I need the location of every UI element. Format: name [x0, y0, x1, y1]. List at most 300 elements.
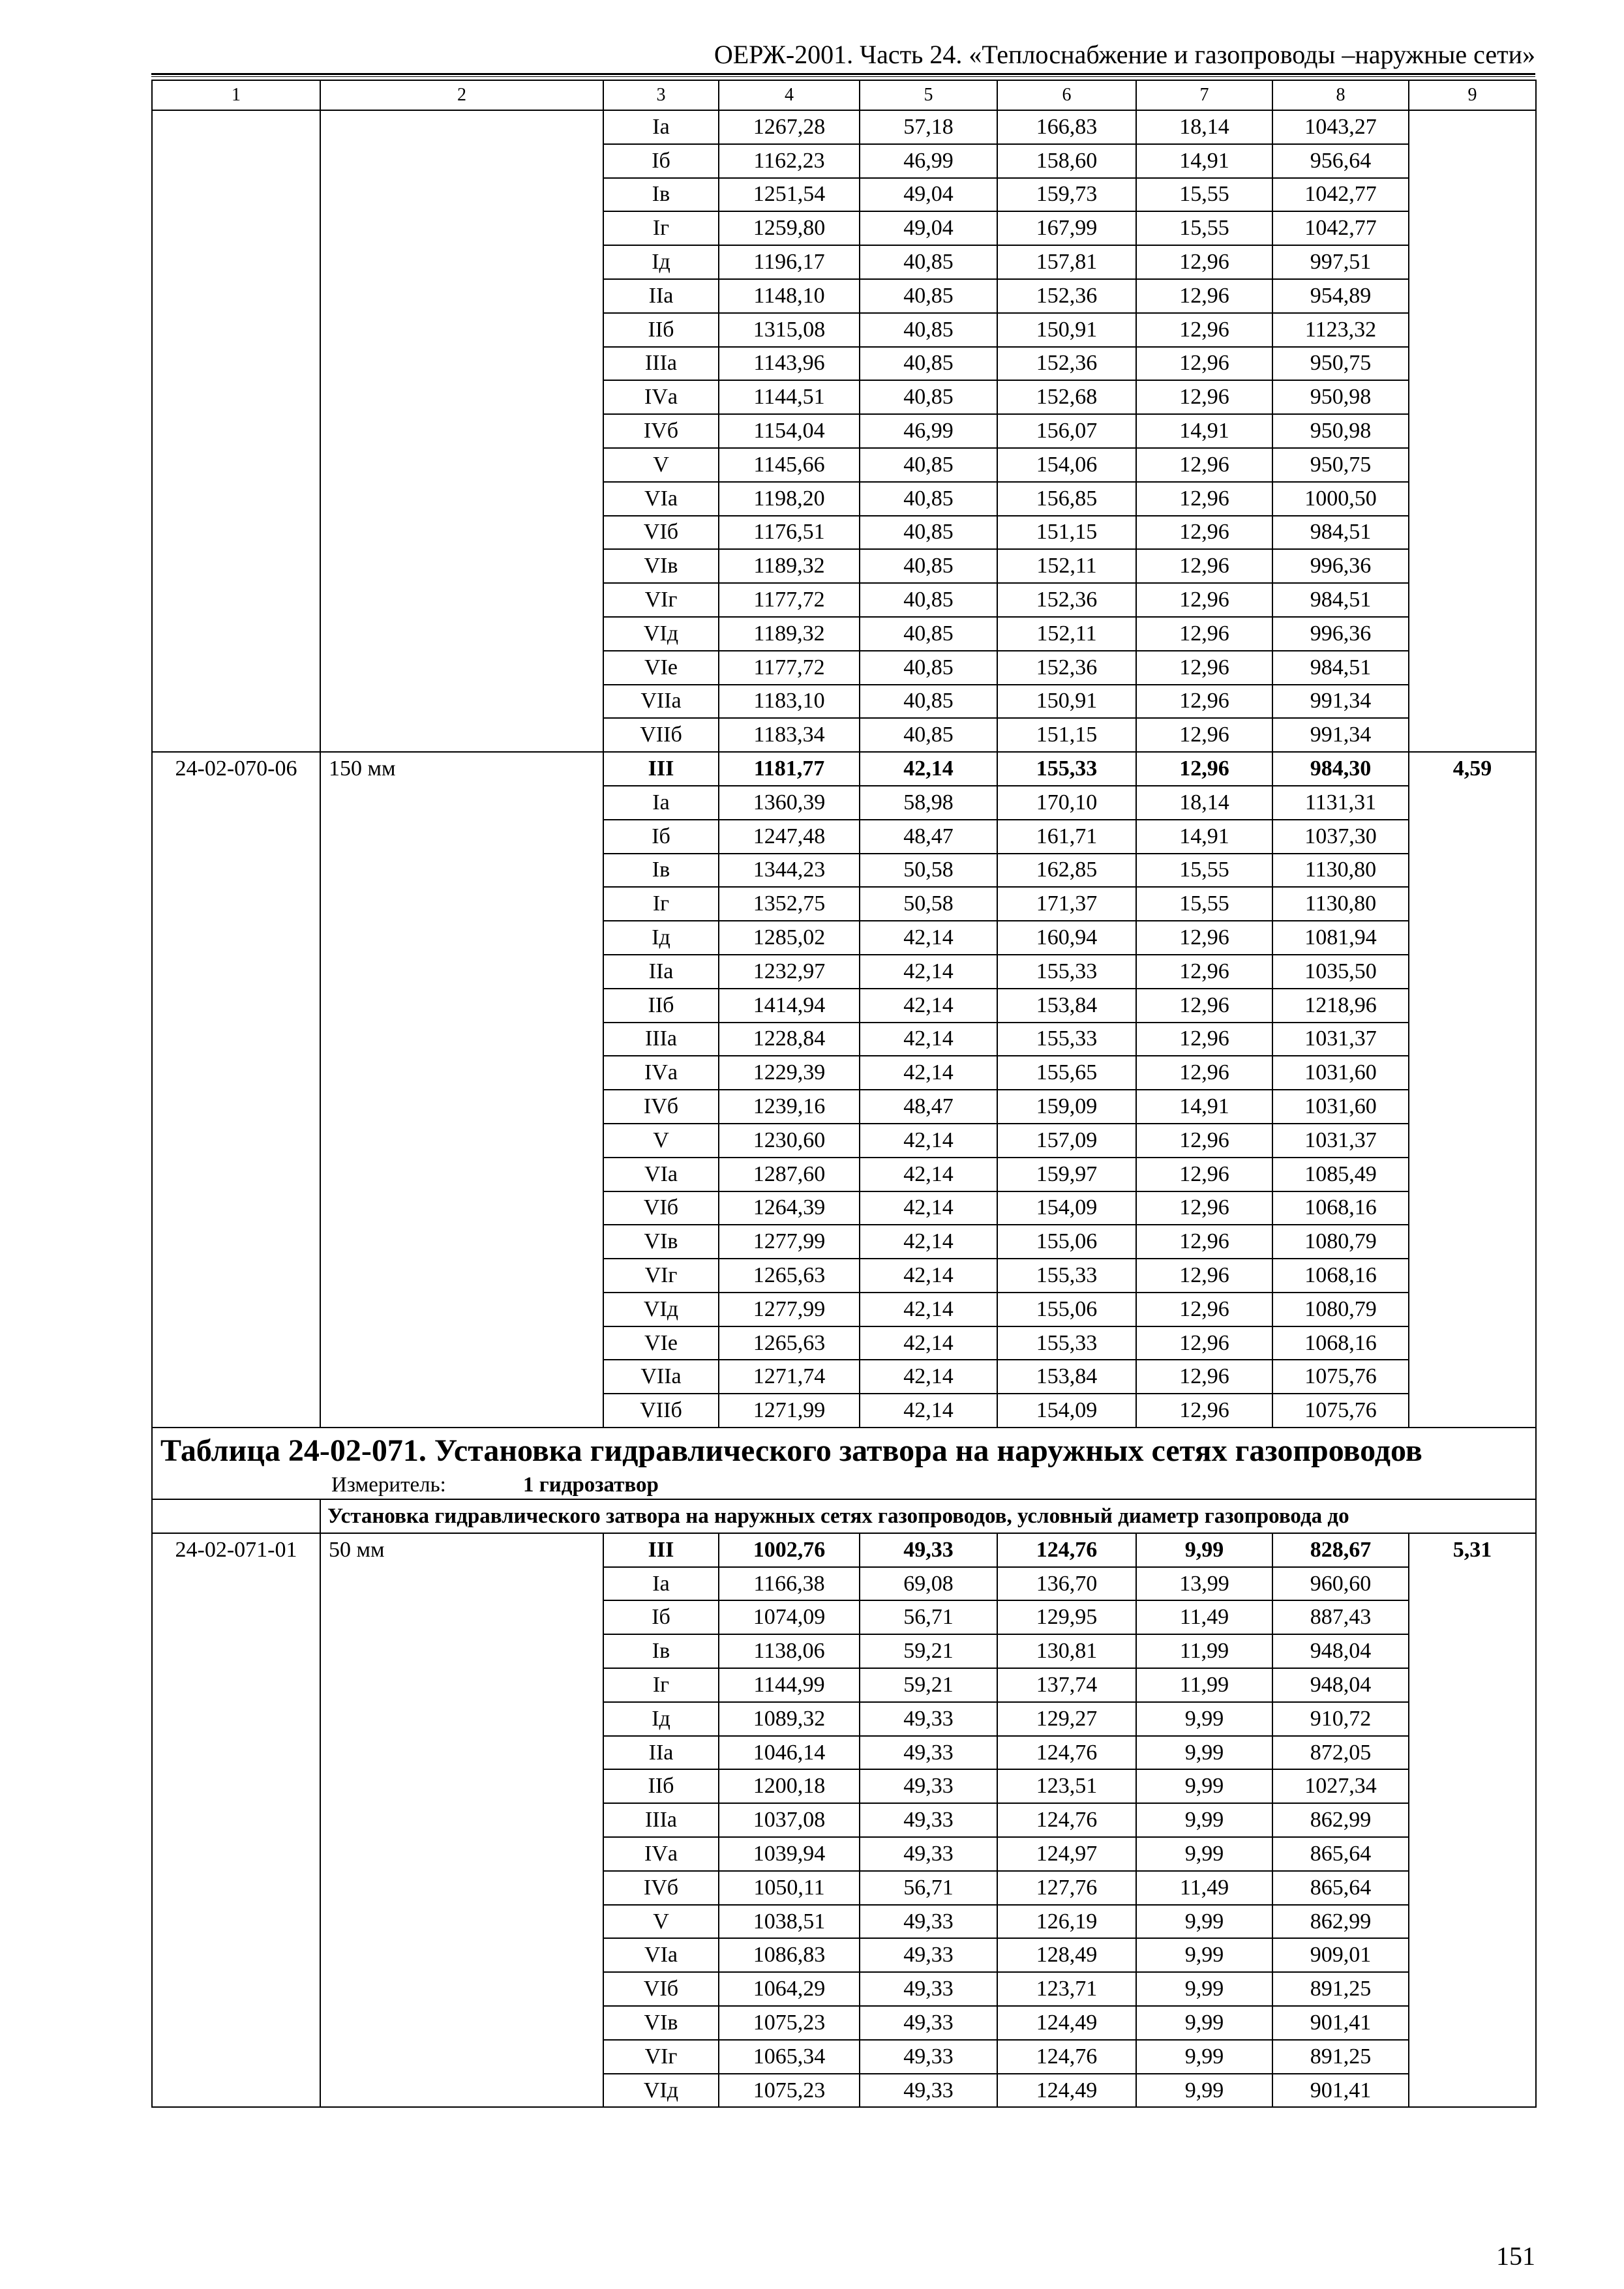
table-cell: 828,67 [1272, 1533, 1409, 1567]
table-cell: VIв [603, 2006, 719, 2040]
table-cell: 12,96 [1136, 1191, 1272, 1225]
table-cell: 11,99 [1136, 1634, 1272, 1668]
table-cell: 1181,77 [719, 752, 860, 786]
column-number: 4 [719, 80, 860, 110]
table-cell: 49,33 [860, 1837, 997, 1871]
table-cell: 9,99 [1136, 1837, 1272, 1871]
table-cell: 56,71 [860, 1871, 997, 1905]
table-cell: 15,55 [1136, 178, 1272, 212]
table-cell: 40,85 [860, 347, 997, 381]
table-cell: 960,60 [1272, 1567, 1409, 1601]
table-cell: 1031,37 [1272, 1124, 1409, 1158]
table-cell: IIа [603, 279, 719, 313]
table-cell: 12,96 [1136, 347, 1272, 381]
table-cell: 12,96 [1136, 617, 1272, 651]
table-cell: 909,01 [1272, 1938, 1409, 1972]
table-cell: 1031,60 [1272, 1056, 1409, 1090]
table-cell: Iг [603, 887, 719, 921]
table-cell: 1144,51 [719, 380, 860, 414]
table-cell: 862,99 [1272, 1803, 1409, 1837]
table-cell: Iг [603, 1668, 719, 1702]
table-cell: 13,99 [1136, 1567, 1272, 1601]
table-cell: IVб [603, 1871, 719, 1905]
table-cell: 1068,16 [1272, 1259, 1409, 1293]
table-cell: 1277,99 [719, 1225, 860, 1259]
table-cell: 49,33 [860, 1803, 997, 1837]
table-cell: 156,85 [997, 482, 1136, 516]
rate-col9: 5,31 [1409, 1533, 1536, 2108]
table-cell: 49,33 [860, 1769, 997, 1803]
column-number: 6 [997, 80, 1136, 110]
table-cell: Iд [603, 1702, 719, 1736]
table-cell: 42,14 [860, 1360, 997, 1394]
rate-description: 150 мм [320, 752, 603, 1428]
table-cell: 160,94 [997, 921, 1136, 955]
column-number: 2 [320, 80, 603, 110]
table-cell: 69,08 [860, 1567, 997, 1601]
section-header [152, 1428, 1536, 1499]
table-cell: 11,49 [1136, 1871, 1272, 1905]
table-cell: 12,96 [1136, 1360, 1272, 1394]
column-number: 3 [603, 80, 719, 110]
subheading-blank [152, 1499, 320, 1533]
table-cell: 18,14 [1136, 110, 1272, 144]
table-cell: 128,49 [997, 1938, 1136, 1972]
table-cell: 46,99 [860, 414, 997, 448]
table-cell: 1085,49 [1272, 1158, 1409, 1191]
table-cell: 130,81 [997, 1634, 1136, 1668]
table-cell: 1031,60 [1272, 1090, 1409, 1124]
table-cell: Iд [603, 245, 719, 279]
table-cell: 984,51 [1272, 583, 1409, 617]
table-cell: VIд [603, 2074, 719, 2108]
table-cell: IIб [603, 313, 719, 347]
rates-table [151, 80, 1537, 2108]
table-cell: 154,09 [997, 1394, 1136, 1428]
column-numbers-row [152, 80, 1536, 110]
table-cell: 1247,48 [719, 820, 860, 854]
table-cell: 42,14 [860, 1023, 997, 1056]
table-cell: 42,14 [860, 1326, 997, 1360]
table-cell: 1050,11 [719, 1871, 860, 1905]
table-cell: Iа [603, 786, 719, 820]
table-cell: 49,33 [860, 1702, 997, 1736]
table-cell: 126,19 [997, 1905, 1136, 1939]
table-cell: 15,55 [1136, 211, 1272, 245]
table-cell: 49,33 [860, 2006, 997, 2040]
subheading: Установка гидравлического затвора на наружных сетях газопроводов, условный диаметр газопровода до [320, 1499, 1536, 1533]
rate-code: 24-02-070-06 [152, 752, 320, 1428]
table-cell: 14,91 [1136, 144, 1272, 178]
table-cell: 1315,08 [719, 313, 860, 347]
column-number: 5 [860, 80, 997, 110]
table-cell: 12,96 [1136, 1124, 1272, 1158]
table-cell: 910,72 [1272, 1702, 1409, 1736]
table-cell: 12,96 [1136, 448, 1272, 482]
table-cell: 1075,23 [719, 2074, 860, 2108]
table-cell: 1176,51 [719, 516, 860, 550]
table-cell: 15,55 [1136, 854, 1272, 888]
table-cell: 40,85 [860, 313, 997, 347]
table-cell: Iб [603, 1600, 719, 1634]
table-cell: 40,85 [860, 245, 997, 279]
table-cell: 1075,76 [1272, 1394, 1409, 1428]
table-cell: 948,04 [1272, 1668, 1409, 1702]
table-cell: 42,14 [860, 1158, 997, 1191]
table-cell: 49,33 [860, 2074, 997, 2108]
table-cell: VIг [603, 2040, 719, 2074]
table-cell: III [603, 1533, 719, 1567]
table-cell: 1130,80 [1272, 887, 1409, 921]
table-cell: 129,95 [997, 1600, 1136, 1634]
table-cell: 950,98 [1272, 380, 1409, 414]
table-cell: 42,14 [860, 921, 997, 955]
measure-label: Измеритель: [331, 1473, 446, 1497]
table-cell: 1277,99 [719, 1293, 860, 1326]
table-cell: 56,71 [860, 1600, 997, 1634]
table-cell: 1081,94 [1272, 921, 1409, 955]
col9-cell [1409, 110, 1536, 752]
table-cell: 49,33 [860, 1533, 997, 1567]
table-cell: 12,96 [1136, 482, 1272, 516]
table-cell: 40,85 [860, 718, 997, 752]
table-cell: Iг [603, 211, 719, 245]
table-cell: VIд [603, 617, 719, 651]
table-cell: 1198,20 [719, 482, 860, 516]
table-cell: VIб [603, 1191, 719, 1225]
table-cell: 123,51 [997, 1769, 1136, 1803]
table-cell: 12,96 [1136, 583, 1272, 617]
table-cell: 1166,38 [719, 1567, 860, 1601]
table-cell: 42,14 [860, 1191, 997, 1225]
table-cell: V [603, 1905, 719, 1939]
table-cell: IVа [603, 1837, 719, 1871]
table-cell: IIа [603, 955, 719, 989]
table-cell: 155,33 [997, 1023, 1136, 1056]
table-cell: 887,43 [1272, 1600, 1409, 1634]
table-cell: 1232,97 [719, 955, 860, 989]
table-cell: 12,96 [1136, 955, 1272, 989]
table-cell: Iв [603, 854, 719, 888]
table-cell: 40,85 [860, 685, 997, 719]
table-cell: 40,85 [860, 279, 997, 313]
table-cell: 1131,31 [1272, 786, 1409, 820]
table-cell: 984,51 [1272, 651, 1409, 685]
table-cell: 155,33 [997, 955, 1136, 989]
table-cell: 49,04 [860, 178, 997, 212]
table-cell: 1414,94 [719, 989, 860, 1023]
table-cell: 1183,34 [719, 718, 860, 752]
table-cell: 1145,66 [719, 448, 860, 482]
table-cell: 12,96 [1136, 1225, 1272, 1259]
column-number: 7 [1136, 80, 1272, 110]
table-cell: 170,10 [997, 786, 1136, 820]
table-cell: 129,27 [997, 1702, 1136, 1736]
table-cell: 155,33 [997, 1326, 1136, 1360]
table-cell: 49,33 [860, 1972, 997, 2006]
table-cell: 152,11 [997, 549, 1136, 583]
table-cell: 1285,02 [719, 921, 860, 955]
table-cell: 956,64 [1272, 144, 1409, 178]
table-cell: Iв [603, 1634, 719, 1668]
table-cell: VIа [603, 482, 719, 516]
table-cell: 124,76 [997, 1736, 1136, 1770]
table-cell: 152,36 [997, 651, 1136, 685]
table-cell: 1287,60 [719, 1158, 860, 1191]
table-cell: 40,85 [860, 583, 997, 617]
rate-description: 50 мм [320, 1533, 603, 2108]
table-cell: 40,85 [860, 549, 997, 583]
table-cell: 11,99 [1136, 1668, 1272, 1702]
table-cell: 12,96 [1136, 1158, 1272, 1191]
table-cell: 159,97 [997, 1158, 1136, 1191]
table-cell: 18,14 [1136, 786, 1272, 820]
table-cell: 151,15 [997, 718, 1136, 752]
table-cell: 9,99 [1136, 2006, 1272, 2040]
table-cell: 865,64 [1272, 1871, 1409, 1905]
table-cell: 157,09 [997, 1124, 1136, 1158]
table-cell: 154,09 [997, 1191, 1136, 1225]
table-cell: 1344,23 [719, 854, 860, 888]
table-cell: 157,81 [997, 245, 1136, 279]
table-cell: 42,14 [860, 1225, 997, 1259]
table-cell: 152,11 [997, 617, 1136, 651]
table-cell: 12,96 [1136, 1056, 1272, 1090]
table-cell: 1264,39 [719, 1191, 860, 1225]
table-cell: 12,96 [1136, 718, 1272, 752]
table-cell: 862,99 [1272, 1905, 1409, 1939]
table-cell: IIIа [603, 1803, 719, 1837]
description-cell [320, 110, 603, 752]
table-cell: 1360,39 [719, 786, 860, 820]
table-cell: 1183,10 [719, 685, 860, 719]
table-cell: IIIа [603, 1023, 719, 1056]
table-cell: 124,76 [997, 1533, 1136, 1567]
table-cell: 991,34 [1272, 718, 1409, 752]
table-cell: 950,75 [1272, 347, 1409, 381]
table-cell: 12,96 [1136, 1259, 1272, 1293]
table-cell: 161,71 [997, 820, 1136, 854]
table-cell: 1196,17 [719, 245, 860, 279]
table-cell: 155,33 [997, 752, 1136, 786]
table-cell: 42,14 [860, 1394, 997, 1428]
table-cell: 1035,50 [1272, 955, 1409, 989]
table-cell: 124,49 [997, 2074, 1136, 2108]
table-cell: 49,33 [860, 1736, 997, 1770]
table-cell: 901,41 [1272, 2006, 1409, 2040]
table-cell: 1037,30 [1272, 820, 1409, 854]
table-cell: 1000,50 [1272, 482, 1409, 516]
table-cell: 50,58 [860, 887, 997, 921]
table-cell: 1228,84 [719, 1023, 860, 1056]
table-cell: 1002,76 [719, 1533, 860, 1567]
table-cell: 1130,80 [1272, 854, 1409, 888]
table-cell: 155,65 [997, 1056, 1136, 1090]
table-cell: 12,96 [1136, 549, 1272, 583]
table-cell: IVа [603, 1056, 719, 1090]
table-cell: VIг [603, 1259, 719, 1293]
table-cell: VIIа [603, 685, 719, 719]
table-cell: 950,75 [1272, 448, 1409, 482]
table-cell: 124,49 [997, 2006, 1136, 2040]
table-cell: 42,14 [860, 1124, 997, 1158]
table-cell: 1144,99 [719, 1668, 860, 1702]
table-cell: 891,25 [1272, 1972, 1409, 2006]
table-cell: 12,96 [1136, 313, 1272, 347]
table-cell: 12,96 [1136, 1023, 1272, 1056]
measure-value: 1 гидрозатвор [523, 1473, 659, 1497]
table-cell: 1075,23 [719, 2006, 860, 2040]
table-cell: 12,96 [1136, 921, 1272, 955]
rate-col9: 4,59 [1409, 752, 1536, 1428]
table-cell: 42,14 [860, 1259, 997, 1293]
table-cell: 58,98 [860, 786, 997, 820]
table-cell: IVб [603, 414, 719, 448]
table-cell: 954,89 [1272, 279, 1409, 313]
table-cell: 1068,16 [1272, 1326, 1409, 1360]
table-cell: 9,99 [1136, 1736, 1272, 1770]
table-cell: 1123,32 [1272, 313, 1409, 347]
table-cell: 996,36 [1272, 549, 1409, 583]
table-cell: IIб [603, 1769, 719, 1803]
table-cell: 158,60 [997, 144, 1136, 178]
table-cell: 49,04 [860, 211, 997, 245]
table-cell: 155,06 [997, 1293, 1136, 1326]
table-cell: 150,91 [997, 313, 1136, 347]
table-cell: 42,14 [860, 1293, 997, 1326]
measure-line [160, 1471, 1527, 1499]
table-cell: 150,91 [997, 685, 1136, 719]
table-cell: 159,73 [997, 178, 1136, 212]
table-cell: 1086,83 [719, 1938, 860, 1972]
table-cell: 155,33 [997, 1259, 1136, 1293]
table-cell: VIа [603, 1158, 719, 1191]
table-cell: 9,99 [1136, 1938, 1272, 1972]
table-cell: VIд [603, 1293, 719, 1326]
table-cell: 57,18 [860, 110, 997, 144]
table-cell: 9,99 [1136, 2074, 1272, 2108]
table-cell: 9,99 [1136, 1533, 1272, 1567]
table-cell: 9,99 [1136, 1972, 1272, 2006]
table-cell: Iв [603, 178, 719, 212]
table-cell: IVа [603, 380, 719, 414]
table-cell: 42,14 [860, 752, 997, 786]
rate-code: 24-02-071-01 [152, 1533, 320, 2108]
section-title: Таблица 24-02-071. Установка гидравлического затвора на наружных сетях газопроводов [160, 1433, 1422, 1469]
table-cell: V [603, 1124, 719, 1158]
table-cell: 1162,23 [719, 144, 860, 178]
table-cell: 948,04 [1272, 1634, 1409, 1668]
table-cell: 1138,06 [719, 1634, 860, 1668]
table-cell: 1218,96 [1272, 989, 1409, 1023]
table-cell: 1189,32 [719, 549, 860, 583]
table-cell: 1259,80 [719, 211, 860, 245]
table-row [152, 752, 1536, 786]
table-cell: 1075,76 [1272, 1360, 1409, 1394]
table-cell: 40,85 [860, 617, 997, 651]
table-cell: 59,21 [860, 1634, 997, 1668]
table-cell: 1042,77 [1272, 178, 1409, 212]
table-cell: 42,14 [860, 989, 997, 1023]
table-cell: 50,58 [860, 854, 997, 888]
table-cell: 12,96 [1136, 685, 1272, 719]
table-cell: 1031,37 [1272, 1023, 1409, 1056]
table-cell: 40,85 [860, 651, 997, 685]
table-cell: 891,25 [1272, 2040, 1409, 2074]
table-cell: VIв [603, 1225, 719, 1259]
table-cell: V [603, 448, 719, 482]
header-rule-thin [151, 76, 1535, 77]
table-cell: 40,85 [860, 516, 997, 550]
table-cell: Iб [603, 144, 719, 178]
table-cell: 136,70 [997, 1567, 1136, 1601]
table-row [152, 110, 1536, 144]
table-cell: 1251,54 [719, 178, 860, 212]
table-cell: 14,91 [1136, 1090, 1272, 1124]
table-cell: 996,36 [1272, 617, 1409, 651]
table-cell: 155,06 [997, 1225, 1136, 1259]
column-number: 8 [1272, 80, 1409, 110]
table-cell: 12,96 [1136, 752, 1272, 786]
table-cell: 11,49 [1136, 1600, 1272, 1634]
table-cell: 49,33 [860, 2040, 997, 2074]
page-number: 151 [1496, 2241, 1535, 2271]
table-cell: 124,97 [997, 1837, 1136, 1871]
table-cell: VIIб [603, 718, 719, 752]
table-cell: 1267,28 [719, 110, 860, 144]
table-cell: 1068,16 [1272, 1191, 1409, 1225]
table-cell: VIIа [603, 1360, 719, 1394]
table-cell: 49,33 [860, 1938, 997, 1972]
table-cell: 1080,79 [1272, 1293, 1409, 1326]
table-cell: 872,05 [1272, 1736, 1409, 1770]
table-cell: IIIа [603, 347, 719, 381]
table-cell: IIа [603, 1736, 719, 1770]
table-cell: 1080,79 [1272, 1225, 1409, 1259]
table-row [152, 1533, 1536, 1567]
table-cell: 159,09 [997, 1090, 1136, 1124]
table-cell: Iа [603, 1567, 719, 1601]
table-cell: 49,33 [860, 1905, 997, 1939]
table-cell: 1230,60 [719, 1124, 860, 1158]
table-cell: 166,83 [997, 110, 1136, 144]
table-cell: 14,91 [1136, 820, 1272, 854]
table-cell: 950,98 [1272, 414, 1409, 448]
table-cell: 984,30 [1272, 752, 1409, 786]
table-cell: VIб [603, 1972, 719, 2006]
table-cell: 127,76 [997, 1871, 1136, 1905]
table-cell: 156,07 [997, 414, 1136, 448]
table-cell: 137,74 [997, 1668, 1136, 1702]
section-header-row [152, 1428, 1536, 1499]
table-cell: 1154,04 [719, 414, 860, 448]
table-cell: VIа [603, 1938, 719, 1972]
table-cell: IVб [603, 1090, 719, 1124]
table-cell: 1239,16 [719, 1090, 860, 1124]
table-cell: 9,99 [1136, 1702, 1272, 1736]
table-cell: 153,84 [997, 989, 1136, 1023]
table-cell: 9,99 [1136, 2040, 1272, 2074]
table-cell: 1143,96 [719, 347, 860, 381]
table-cell: 865,64 [1272, 1837, 1409, 1871]
table-cell: 9,99 [1136, 1803, 1272, 1837]
table-cell: 12,96 [1136, 1394, 1272, 1428]
table-cell: Iб [603, 820, 719, 854]
table-cell: 12,96 [1136, 1293, 1272, 1326]
table-cell: 1189,32 [719, 617, 860, 651]
table-cell: 1265,63 [719, 1326, 860, 1360]
table-cell: VIг [603, 583, 719, 617]
